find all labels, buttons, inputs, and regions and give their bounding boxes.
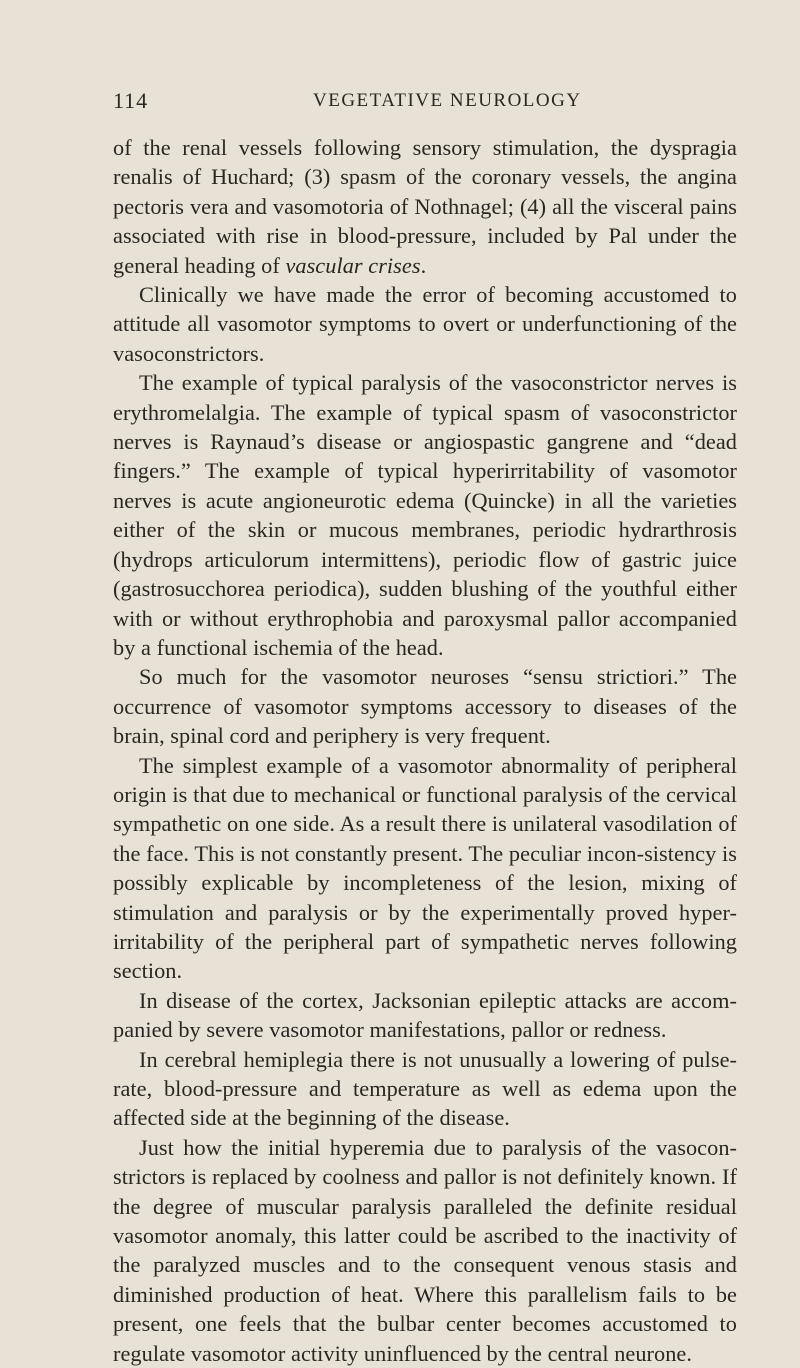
paragraph-peripheral-origin: The simplest example of a vasomotor abnormality of peripheral origin is that due to mechanical or functional paralysis of the cervical sympathetic on one side. As a result there is unilateral vasodilation of the face. This is not constantly present. The peculiar incon-sistency is possibly explicable by incompleteness of the lesion, mixing of stimulation and paralysis or by the experimentally proved hyper-irritability of the peripheral part of sympathetic nerves following section.: [113, 752, 737, 984]
paragraph-text: of the renal vessels following sensory stimulation, the dyspragia renalis of Huchard; (3) spasm of the coronary vessels, the angina pectoris vera and vasomotoria of Nothnagel; (4) all the visceral pains associated with rise in blood-pressure, included by Pal under the general heading of: [113, 135, 737, 278]
paragraph-hyperemia: Just how the initial hyperemia due to paralysis of the vasocon-strictors is replaced by coolness and pallor is not definitely known. If the degree of muscular paralysis paralleled the definite residual vasomotor anomaly, this latter could be ascribed to the inactivity of the paralyzed muscles and to the consequent venous stasis and diminished production of heat. Where this parallelism fails to be present, one feels that the bulbar center becomes accustomed to regulate vasomotor activity uninfluenced by the central neurone.: [113, 1134, 737, 1366]
paragraph-hemiplegia: In cerebral hemiplegia there is not unusually a lowering of pulse-rate, blood-pressure and temperature as well as edema upon the affected side at the beginning of the disease.: [113, 1046, 737, 1131]
running-title: VEGETATIVE NEUROLOGY: [313, 90, 582, 111]
paragraph-clinically: Clinically we have made the error of becoming accustomed to attitude all vasomotor symptoms to overt or underfunctioning of the vasoconstrictors.: [113, 282, 737, 366]
paragraph-text-end: .: [420, 252, 427, 278]
page-number: 114: [113, 88, 149, 113]
running-head: [113, 88, 737, 118]
paragraph-examples: The example of typical paralysis of the vasoconstrictor nerves is erythromelalgia. The example of typical spasm of vasoconstrictor nerves is Raynaud’s disease or angiospastic gangrene and “dead fingers.” The example of typical hyperirritability of vasomotor nerves is acute angioneurotic edema (Quincke) in all the varieties either of the skin or mucous membranes, periodic hydrarthrosis (hydrops articulorum intermittens), periodic flow of gastric juice (gastrosucchorea periodica), sudden blushing of the youthful either with or without erythrophobia and paroxysmal pallor accompanied by a functional ischemia of the head.: [113, 370, 737, 660]
paragraph-vasomotor-neuroses: So much for the vasomotor neuroses “sensu strictiori.” The occurrence of vasomotor symptoms accessory to diseases of the brain, spinal cord and periphery is very frequent.: [113, 664, 737, 749]
paragraph-continued: [113, 133, 737, 280]
body-text: [113, 133, 737, 1368]
paragraph-cortex: In disease of the cortex, Jacksonian epileptic attacks are accom-panied by severe vasomotor manifestations, pallor or redness.: [113, 987, 737, 1043]
italic-term: vascular crises: [285, 252, 421, 278]
